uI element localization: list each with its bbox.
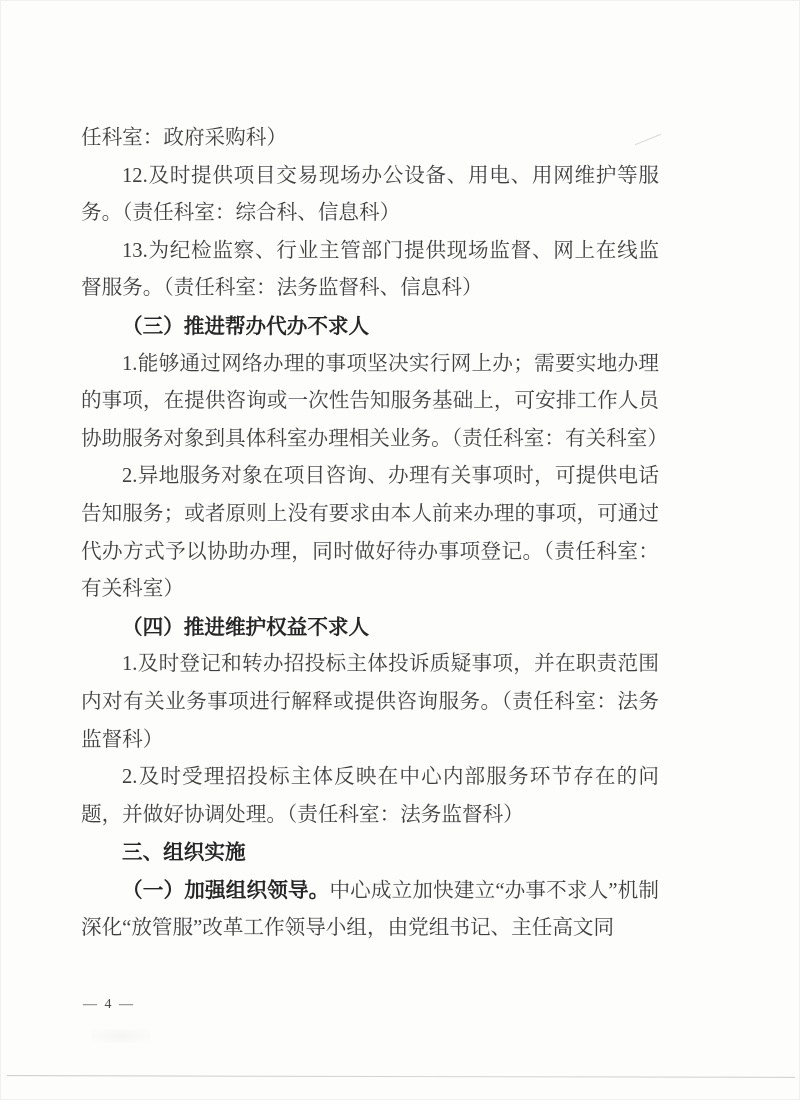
- scan-artifact-smudge: [91, 1029, 151, 1043]
- chapter-heading-3: 三、组织实施: [122, 841, 246, 865]
- section-heading-3: （三）推进帮办代办不求人: [122, 314, 370, 338]
- paragraph-item-12: 12.及时提供项目交易现场办公设备、用电、用网维护等服务。（责任科室：综合科、信息科）: [81, 164, 659, 225]
- section-heading-4: （四）推进维护权益不求人: [122, 615, 370, 639]
- paragraph-item-1: 1.能够通过网络办理的事项坚决实行网上办；需要实地办理的事项，在提供咨询或一次性告知服务基础上，可安排工作人员协助服务对象到具体科室办理相关业务。（责任科室：有关科室）: [81, 352, 668, 450]
- paragraph-item-1b: 1.及时登记和转办招投标主体投诉质疑事项，并在职责范围内对有关业务事项进行解释或提供咨询服务。（责任科室：法务监督科）: [81, 653, 659, 751]
- scan-artifact-bottom-line: [7, 1075, 795, 1078]
- paragraph-item-2b: 2.及时受理招投标主体反映在中心内部服务环节存在的问题，并做好协调处理。（责任科室：法务监督科）: [81, 766, 659, 826]
- paragraph-lead: [81, 872, 659, 948]
- page-number: — 4 —: [83, 997, 135, 1012]
- paragraph-lead-body: 中心成立加快建立“办事不求人”机制深化“放管服”改革工作领导小组，由党组书记、主任高文同: [81, 879, 660, 940]
- document-body: [81, 120, 668, 948]
- paragraph-item-13: 13.为纪检监察、行业主管部门提供现场监督、网上在线监督服务。（责任科室：法务监督科、信息科）: [81, 239, 659, 300]
- paragraph-item-2: 2.异地服务对象在项目咨询、办理有关事项时，可提供电话告知服务；或者原则上没有要求由本人前来办理的事项，可通过代办方式予以协助办理，同时做好待办事项登记。（责任科室：有关科室）: [81, 465, 659, 601]
- paragraph-continuation: 任科室：政府采购科）: [81, 127, 287, 149]
- paragraph-lead-label: （一）加强组织领导。: [122, 878, 330, 902]
